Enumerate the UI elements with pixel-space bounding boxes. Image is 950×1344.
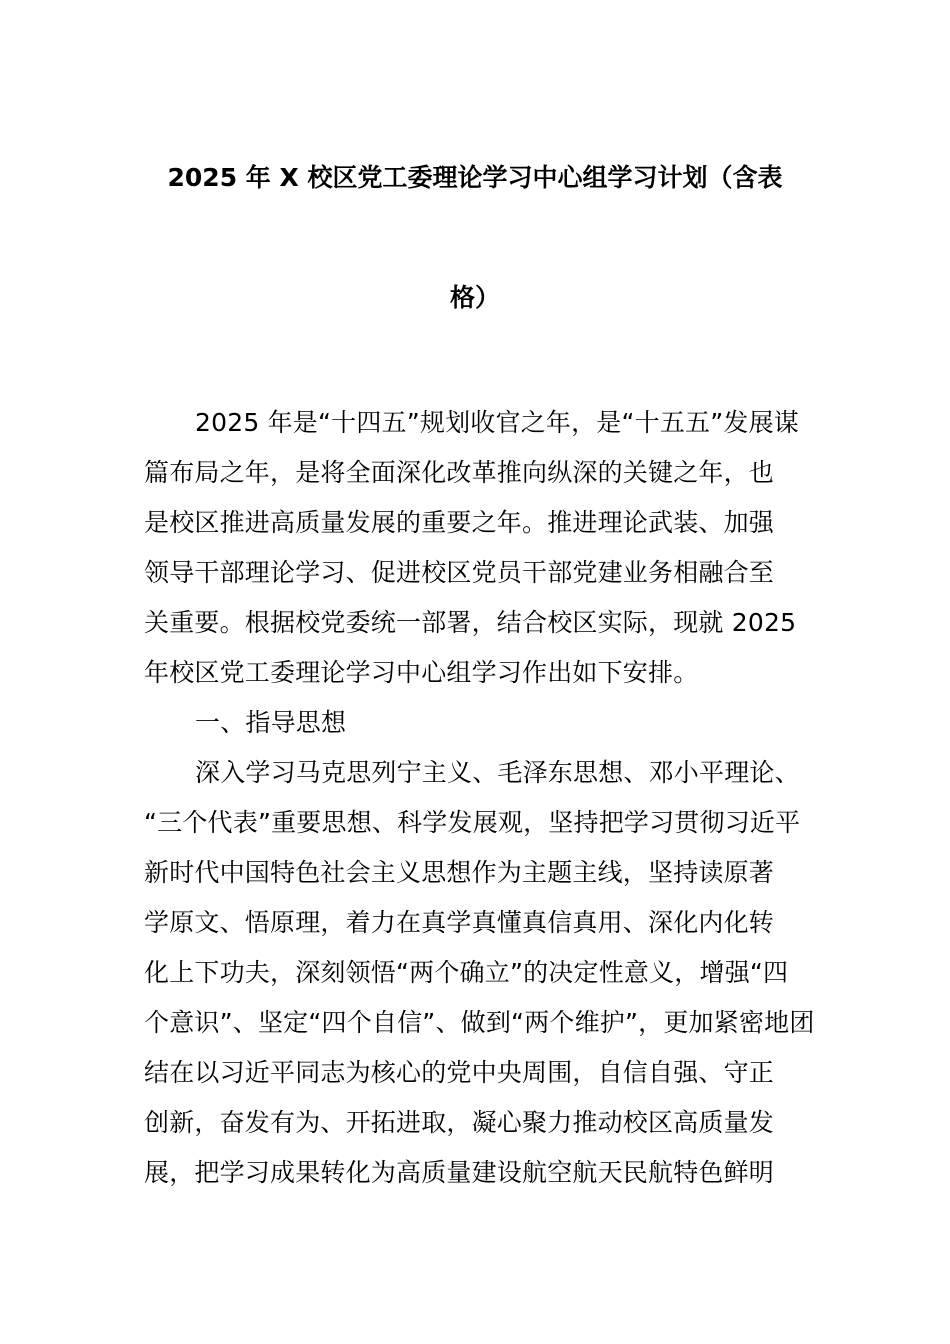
paragraph-1-line: 年校区党工委理论学习中心组学习作出如下安排。 xyxy=(144,658,699,687)
paragraph-2-line: 深入学习马克思列宁主义、毛泽东思想、邓小平理论、 xyxy=(195,758,800,787)
paragraph-2-line: 学原文、悟原理，着力在真学真懂真信真用、深化内化转 xyxy=(144,908,775,937)
paragraph-2-line: 个意识”、坚定“四个自信”、做到“两个维护”，更加紧密地团 xyxy=(144,1008,815,1037)
paragraph-2-line: “三个代表”重要思想、科学发展观，坚持把学习贯彻习近平 xyxy=(144,808,801,837)
paragraph-1-line: 是校区推进高质量发展的重要之年。推进理论武装、加强 xyxy=(144,508,775,537)
paragraph-2-line: 新时代中国特色社会主义思想作为主题主线，坚持读原著 xyxy=(144,858,775,887)
paragraph-1-line: 关重要。根据校党委统一部署，结合校区实际，现就 2025 xyxy=(144,608,797,637)
paragraph-2-line: 创新，奋发有为、开拓进取，凝心聚力推动校区高质量发 xyxy=(144,1108,775,1137)
paragraph-1-line: 篇布局之年，是将全面深化改革推向纵深的关键之年，也 xyxy=(144,458,775,487)
document-title-line-2: 格） xyxy=(449,283,500,312)
paragraph-2-line: 结在以习近平同志为核心的党中央周围，自信自强、守正 xyxy=(144,1058,775,1087)
paragraph-2-line: 展，把学习成果转化为高质量建设航空航天民航特色鲜明 xyxy=(144,1158,775,1187)
document-title-line-1: 2025 年 X 校区党工委理论学习中心组学习计划（含表 xyxy=(167,163,783,192)
paragraph-2-line: 化上下功夫，深刻领悟“两个确立”的决定性意义，增强“四 xyxy=(144,958,789,987)
section-heading-guiding-ideology: 一、指导思想 xyxy=(195,708,347,737)
paragraph-1-line: 领导干部理论学习、促进校区党员干部党建业务相融合至 xyxy=(144,558,775,587)
paragraph-1-line: 2025 年是“十四五”规划收官之年，是“十五五”发展谋 xyxy=(195,408,799,437)
